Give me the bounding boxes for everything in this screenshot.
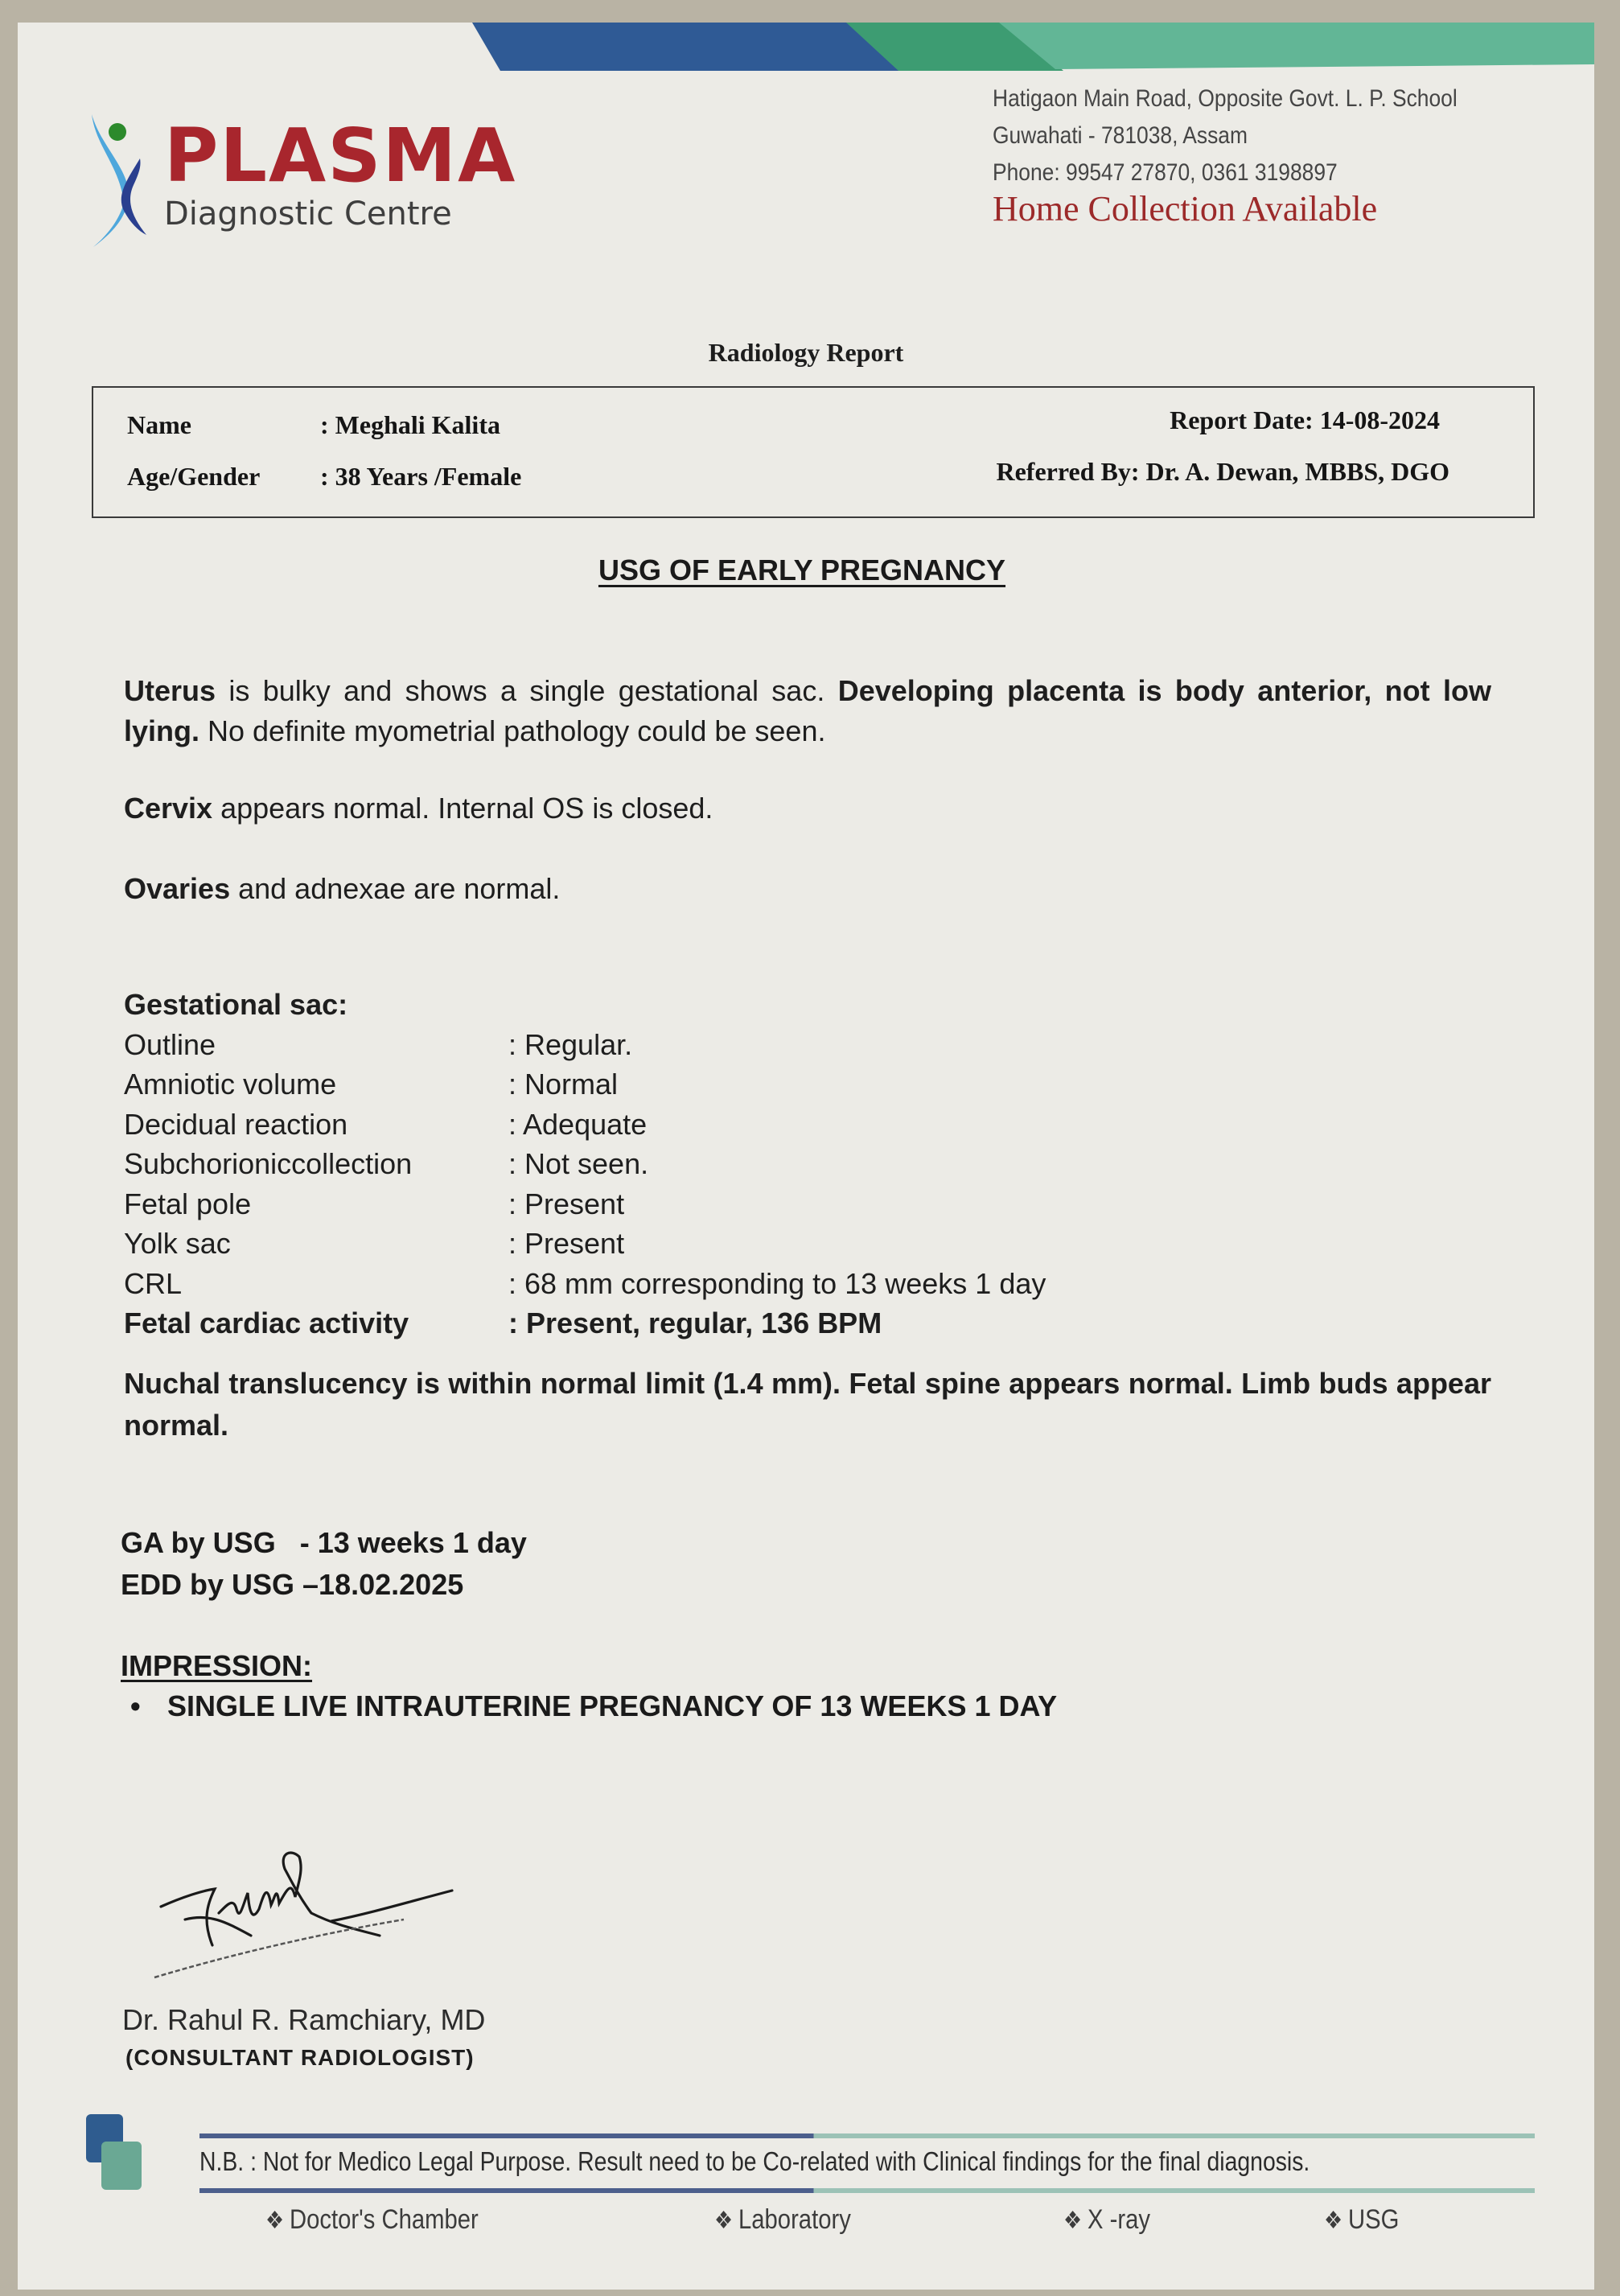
- header-color-band: [18, 23, 1594, 79]
- uterus-paragraph: [124, 671, 1491, 751]
- service-laboratory: [714, 2204, 851, 2236]
- cervix-paragraph: [124, 788, 1491, 829]
- row-label: Yolk sac: [124, 1227, 231, 1260]
- service-label: X -ray: [1088, 2204, 1151, 2235]
- report-date: Report Date: 14-08-2024: [1170, 405, 1440, 434]
- ovaries-bold: Ovaries: [124, 872, 231, 905]
- cervix-bold: Cervix: [124, 792, 213, 825]
- row-value: : Present, regular, 136 BPM: [508, 1306, 882, 1339]
- logo-figure-icon: [84, 90, 164, 251]
- table-row: [124, 1224, 1046, 1264]
- signature-image: [138, 1833, 500, 1994]
- address-line: Guwahati - 781038, Assam: [993, 122, 1248, 149]
- document-title: [18, 553, 1586, 587]
- doctor-name: Dr. Rahul R. Ramchiary, MD: [122, 2003, 486, 2036]
- row-value: : Adequate: [508, 1107, 648, 1141]
- brand-subtitle: Diagnostic Centre: [164, 195, 452, 232]
- cervix-text: appears normal. Internal OS is closed.: [212, 792, 713, 825]
- patient-info-box: [92, 386, 1535, 518]
- gestational-sac-table: [124, 985, 1046, 1343]
- plasma-logo: [84, 90, 534, 251]
- footer-divider-top: [199, 2133, 1535, 2138]
- impression-item: • SINGLE LIVE INTRAUTERINE PREGNANCY OF 13 WEEKS 1 DAY: [167, 1689, 1057, 1723]
- ga-edd-block: [121, 1522, 527, 1606]
- row-label: Subchorioniccollection: [124, 1147, 413, 1180]
- service-label: USG: [1348, 2204, 1400, 2235]
- diamond-bullet-icon: ❖: [1063, 2208, 1083, 2234]
- impression-heading: IMPRESSION:: [121, 1649, 313, 1682]
- service-label: Laboratory: [738, 2204, 851, 2235]
- footer-divider-bottom: [199, 2188, 1535, 2193]
- age-gender-label: Age/Gender: [127, 462, 261, 491]
- table-row: [124, 1105, 1046, 1145]
- brand-name: PLASMA: [164, 113, 517, 199]
- row-value: : Present: [508, 1227, 625, 1260]
- phone-line: Phone: 99547 27870, 0361 3198897: [993, 159, 1338, 186]
- uterus-tail: No definite myometrial pathology could be seen.: [199, 714, 826, 747]
- row-value: : Present: [508, 1187, 625, 1220]
- row-label: Outline: [124, 1027, 216, 1061]
- referred-by: Referred By: Dr. A. Dewan, MBBS, DGO: [996, 457, 1449, 486]
- gestational-sac-heading: [124, 985, 1046, 1025]
- row-value: : Not seen.: [508, 1147, 649, 1180]
- clinic-address: [993, 80, 1458, 191]
- address-line: Hatigaon Main Road, Opposite Govt. L. P. School: [993, 85, 1458, 112]
- diamond-bullet-icon: ❖: [1324, 2208, 1343, 2234]
- table-row: [124, 1025, 1046, 1065]
- service-label: Doctor's Chamber: [290, 2204, 479, 2235]
- nuchal-paragraph: Nuchal translucency is within normal limit (1.4 mm). Fetal spine appears normal. Limb buds appear normal.: [124, 1367, 1491, 1442]
- age-gender-value: : 38 Years /Female: [320, 462, 522, 491]
- table-row: [124, 1144, 1046, 1184]
- service-usg: [1324, 2204, 1399, 2236]
- disclaimer-note: N.B. : Not for Medico Legal Purpose. Result need to be Co-related with Clinical findings for the final diagnosis.: [199, 2146, 1310, 2176]
- ovaries-paragraph: [124, 869, 1491, 909]
- heading-text: Gestational sac:: [124, 988, 348, 1021]
- row-label: Decidual reaction: [124, 1107, 348, 1141]
- row-value: : Normal: [508, 1068, 619, 1101]
- service-xray: [1063, 2204, 1150, 2236]
- ga-line: GA by USG - 13 weeks 1 day: [121, 1526, 527, 1559]
- diamond-bullet-icon: ❖: [265, 2208, 285, 2234]
- table-row: [124, 1184, 1046, 1224]
- report-title: Radiology Report: [708, 338, 904, 367]
- diamond-bullet-icon: ❖: [714, 2208, 734, 2234]
- placenta-bold: Developing placenta is body anterior, not low lying.: [124, 674, 1492, 747]
- band-teal-segment: [999, 23, 1594, 69]
- uterus-text: is bulky and shows a single gestational sac.: [216, 674, 838, 707]
- home-collection-tagline: Home Collection Available: [993, 189, 1378, 228]
- row-label: Fetal pole: [124, 1187, 252, 1220]
- uterus-bold: Uterus: [124, 674, 216, 707]
- table-row: [124, 1064, 1046, 1105]
- row-label: Amniotic volume: [124, 1068, 337, 1101]
- service-doctors-chamber: [265, 2204, 479, 2236]
- row-value: : 68 mm corresponding to 13 weeks 1 day: [508, 1266, 1046, 1300]
- table-row: [124, 1264, 1046, 1304]
- name-label: Name: [127, 410, 191, 439]
- document-title-text: USG OF EARLY PREGNANCY: [598, 553, 1006, 586]
- name-value: : Meghali Kalita: [320, 410, 500, 439]
- edd-line: EDD by USG –18.02.2025: [121, 1568, 464, 1601]
- table-row: [124, 1303, 1046, 1343]
- band-blue-segment: [472, 23, 911, 71]
- row-label: CRL: [124, 1266, 183, 1300]
- ovaries-text: and adnexae are normal.: [230, 872, 561, 905]
- footer-square-green: [101, 2142, 142, 2190]
- row-value: : Regular.: [508, 1027, 633, 1061]
- doctor-designation: (CONSULTANT RADIOLOGIST): [125, 2045, 475, 2070]
- report-page: [18, 23, 1594, 2290]
- row-label: Fetal cardiac activity: [124, 1306, 409, 1339]
